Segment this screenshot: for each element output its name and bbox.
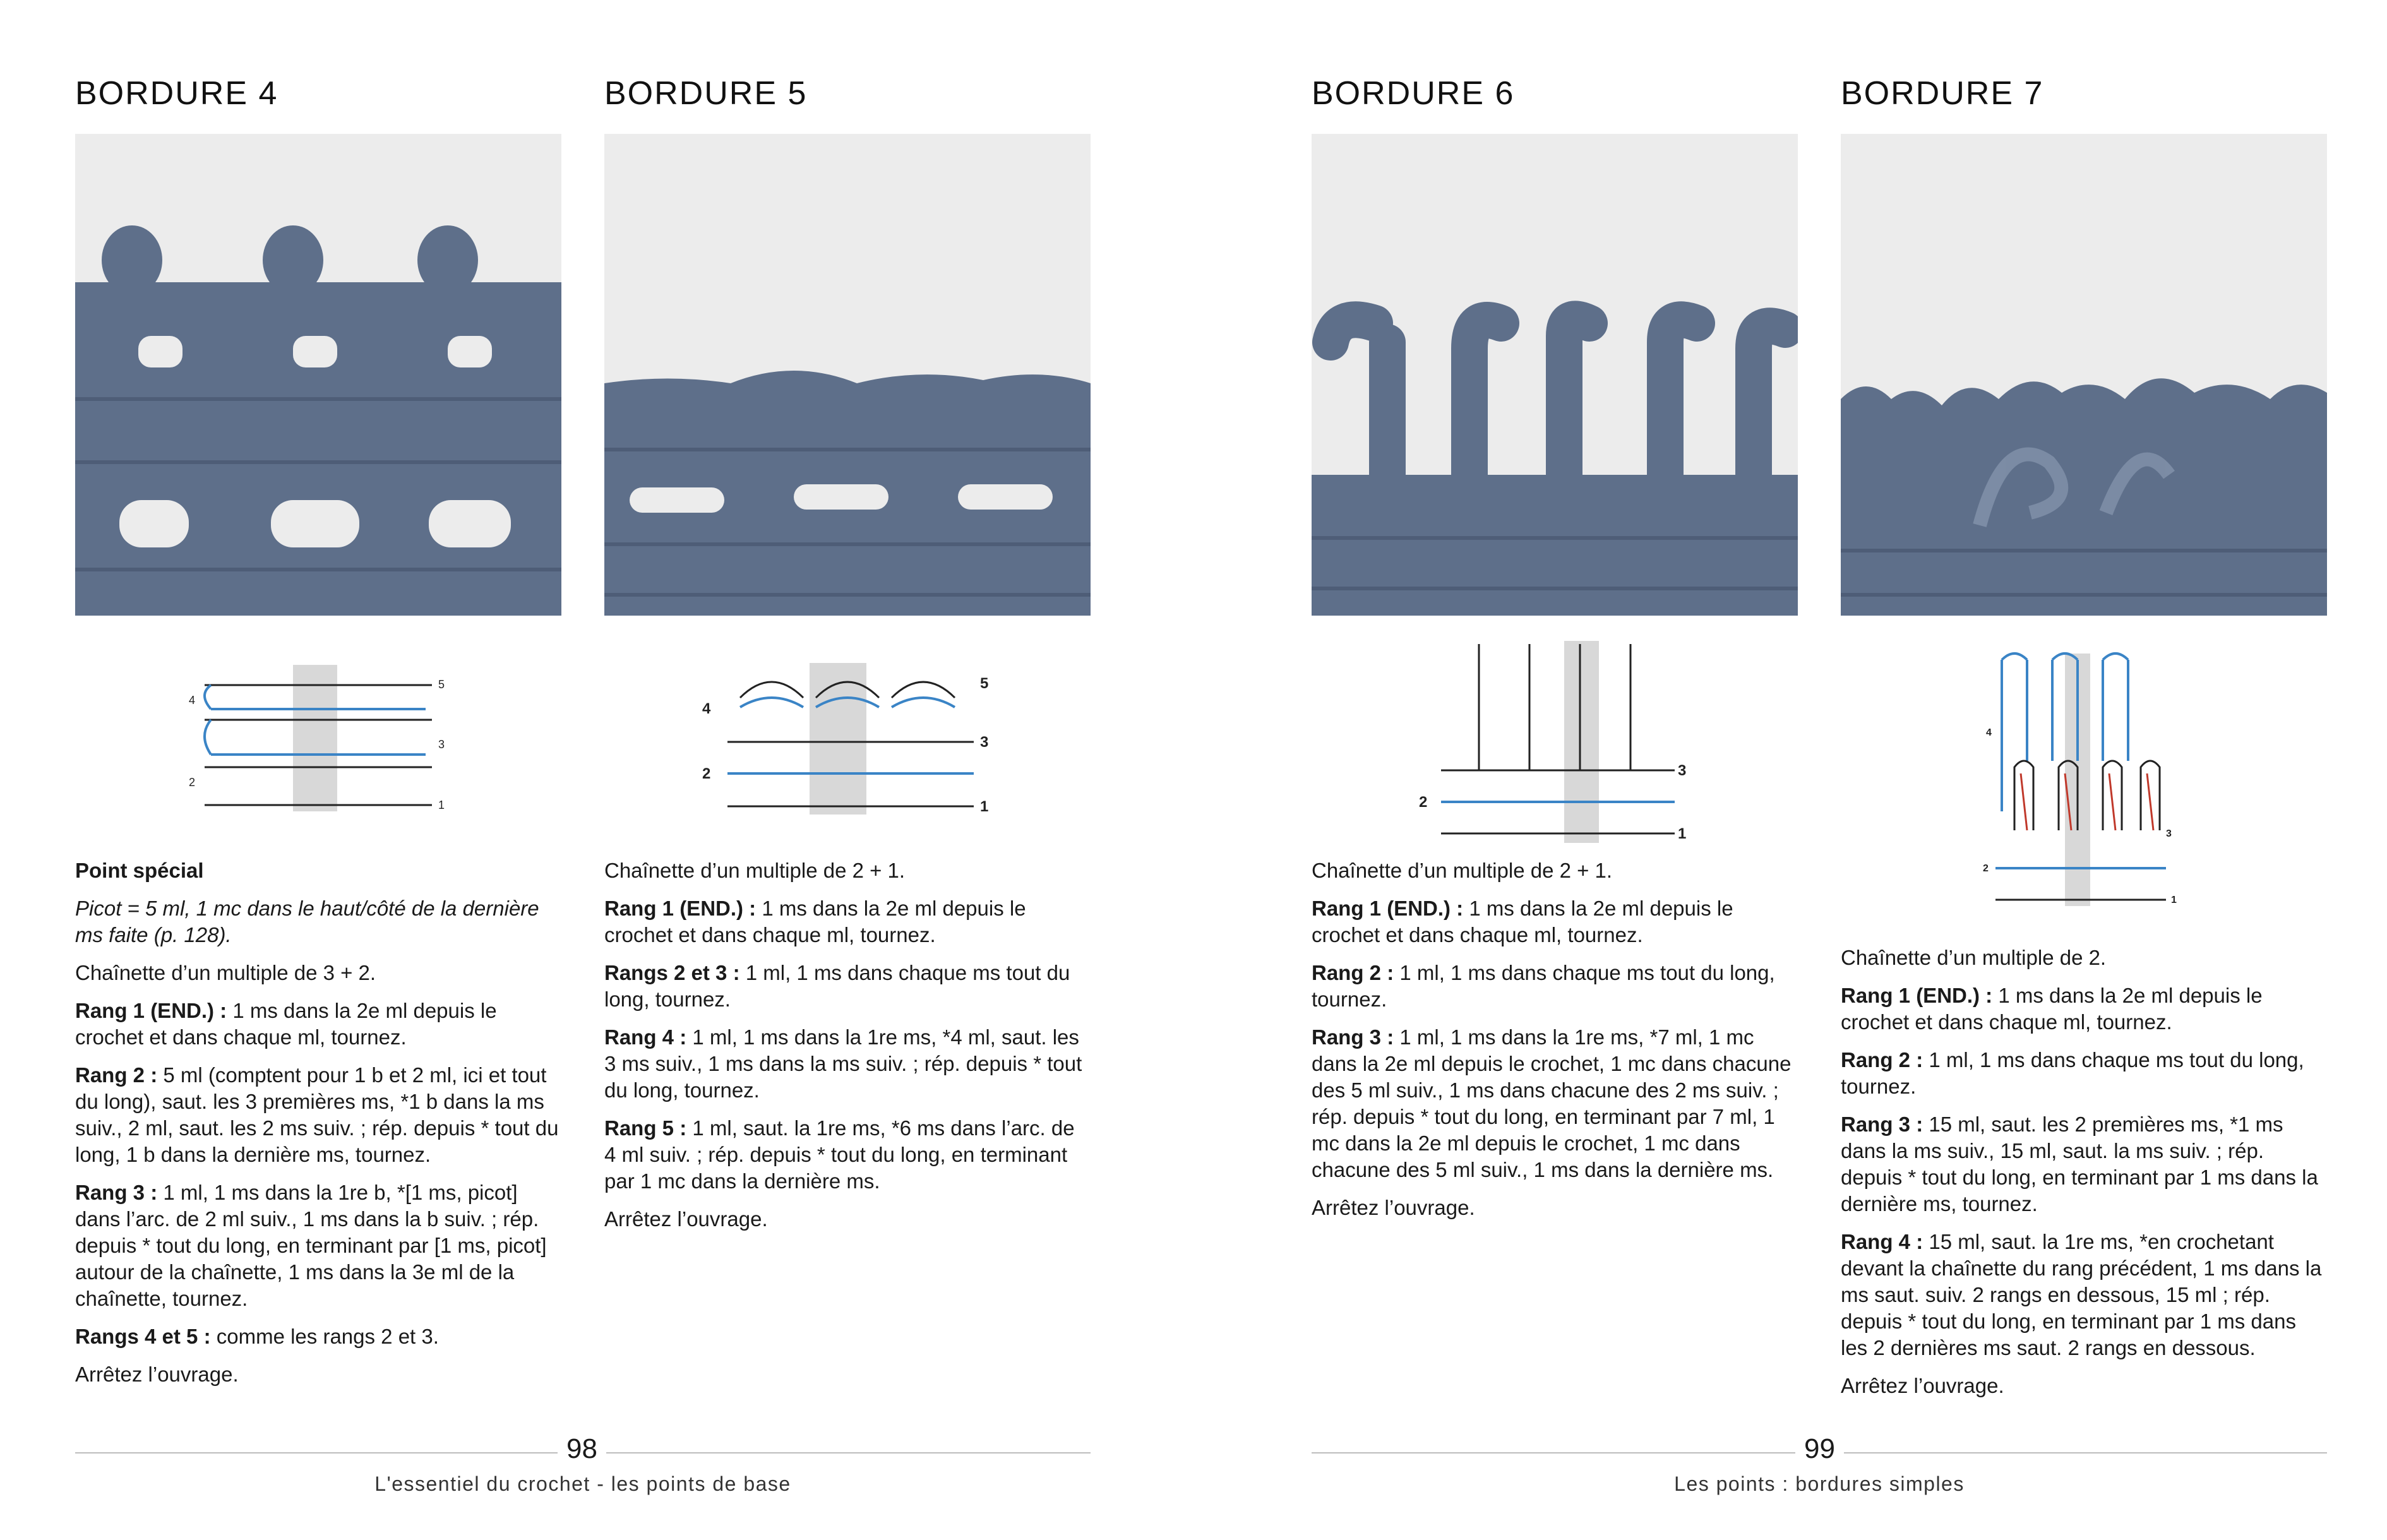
- left-footer-text: L'essentiel du crochet - les points de base: [374, 1472, 791, 1495]
- svg-text:3: 3: [1678, 762, 1687, 779]
- bordure5-photo: [604, 134, 1091, 616]
- row-instruction: Rang 3 : 1 ml, 1 ms dans la 1re ms, *7 ml, 1 mc dans la 2e ml depuis le crochet, 1 mc dans chacune des 5 ml suiv., 1 ms dans chacune des 2 ms suiv. ; rép. depuis * tout du long, en terminant par 7 ml, 1 mc dans la 2e ml depuis le crochet, 1 mc dans chacune des 5 ml suiv., 1 ms dans la dernière ms.: [1312, 1025, 1792, 1181]
- end-instruction: Arrêtez l’ouvrage.: [75, 1363, 239, 1386]
- bordure6-instructions: [1312, 857, 1798, 1233]
- svg-text:5: 5: [438, 678, 445, 691]
- special-stitch-text: Picot = 5 ml, 1 mc dans le haut/côté de la dernière ms faite (p. 128).: [75, 897, 539, 946]
- end-instruction: Arrêtez l’ouvrage.: [604, 1207, 768, 1231]
- svg-text:2: 2: [1419, 794, 1428, 811]
- bordure5-diagram: [604, 660, 1091, 818]
- bordure5-instructions: [604, 857, 1091, 1244]
- row-instruction: Rang 2 : 1 ml, 1 ms dans chaque ms tout du long, tournez.: [1312, 961, 1775, 1011]
- svg-text:3: 3: [2166, 828, 2172, 839]
- right-page-number: 99: [1795, 1433, 1844, 1465]
- svg-text:1: 1: [438, 799, 445, 811]
- row-instruction: Rang 1 (END.) : 1 ms dans la 2e ml depuis le crochet et dans chaque ml, tournez.: [1312, 897, 1733, 946]
- row-instruction: Rang 1 (END.) : 1 ms dans la 2e ml depuis le crochet et dans chaque ml, tournez.: [604, 897, 1026, 946]
- svg-text:4: 4: [1986, 727, 1992, 738]
- bordure4-title: BORDURE 4: [75, 75, 278, 112]
- bordure7-diagram: [1841, 647, 2327, 912]
- row-instruction: Rang 4 : 15 ml, saut. la 1re ms, *en crochetant devant la chaînette du rang précédent, 1 ms dans la ms saut. suiv. 2 rangs en dessous, 15 ml ; rép. depuis * tout du long, en terminant par 1 ms dans les 2 dernières ms saut. 2 rangs en dessous.: [1841, 1230, 2322, 1359]
- bordure7-instructions: [1841, 945, 2327, 1411]
- svg-text:2: 2: [189, 776, 196, 789]
- row-instruction: Rang 3 : 15 ml, saut. les 2 premières ms, *1 ms dans la ms suiv., 15 ml, saut. la ms suiv. ; rép. depuis * tout du long, en terminant par 1 ms dans la dernière ms, tournez.: [1841, 1113, 2318, 1215]
- chain-instruction: Chaînette d’un multiple de 2 + 1.: [604, 859, 906, 882]
- bordure6-title: BORDURE 6: [1312, 75, 1515, 112]
- bordure4-photo: [75, 134, 561, 616]
- svg-text:1: 1: [2171, 895, 2177, 905]
- svg-text:1: 1: [1678, 825, 1687, 842]
- row-instruction: Rang 1 (END.) : 1 ms dans la 2e ml depuis le crochet et dans chaque ml, tournez.: [75, 999, 497, 1049]
- svg-text:3: 3: [980, 734, 989, 751]
- row-instruction: Rangs 4 et 5 : comme les rangs 2 et 3.: [75, 1325, 439, 1348]
- end-instruction: Arrêtez l’ouvrage.: [1312, 1196, 1475, 1219]
- row-instruction: Rangs 2 et 3 : 1 ml, 1 ms dans chaque ms tout du long, tournez.: [604, 961, 1070, 1011]
- bordure7-photo: [1841, 134, 2327, 616]
- row-instruction: Rang 4 : 1 ml, 1 ms dans la 1re ms, *4 ml, saut. les 3 ms suiv., 1 ms dans la ms suiv. ; rép. depuis * tout du long, tournez.: [604, 1025, 1082, 1102]
- svg-text:3: 3: [438, 738, 445, 751]
- bordure4-instructions: [75, 857, 561, 1399]
- svg-text:1: 1: [980, 798, 989, 815]
- special-stitch-heading: Point spécial: [75, 859, 204, 882]
- chain-instruction: Chaînette d’un multiple de 2 + 1.: [1312, 859, 1613, 882]
- left-page-number: 98: [558, 1433, 606, 1465]
- row-instruction: Rang 3 : 1 ml, 1 ms dans la 1re b, *[1 ms, picot] dans l’arc. de 2 ml suiv., 1 ms dans la b suiv. ; rép. depuis * tout du long, en terminant par [1 ms, picot] autour de la chaînette, 1 ms dans la 3e ml de la chaînette, tournez.: [75, 1181, 547, 1310]
- chain-instruction: Chaînette d’un multiple de 2.: [1841, 946, 2107, 969]
- svg-text:4: 4: [189, 694, 196, 707]
- bordure4-diagram: [75, 660, 561, 818]
- bordure7-title: BORDURE 7: [1841, 75, 2044, 112]
- chain-instruction: Chaînette d’un multiple de 3 + 2.: [75, 961, 376, 984]
- right-footer-text: Les points : bordures simples: [1674, 1472, 1965, 1495]
- bordure6-photo: [1312, 134, 1798, 616]
- svg-text:2: 2: [702, 765, 711, 782]
- svg-text:2: 2: [1983, 863, 1989, 874]
- bordure6-diagram: [1312, 638, 1798, 846]
- svg-text:4: 4: [702, 700, 711, 717]
- end-instruction: Arrêtez l’ouvrage.: [1841, 1374, 2004, 1397]
- bordure5-title: BORDURE 5: [604, 75, 808, 112]
- row-instruction: Rang 5 : 1 ml, saut. la 1re ms, *6 ms dans l’arc. de 4 ml suiv. ; rép. depuis * tout du long, en terminant par 1 mc dans la dernière ms.: [604, 1116, 1075, 1193]
- row-instruction: Rang 2 : 1 ml, 1 ms dans chaque ms tout du long, tournez.: [1841, 1048, 2304, 1098]
- row-instruction: Rang 1 (END.) : 1 ms dans la 2e ml depuis le crochet et dans chaque ml, tournez.: [1841, 984, 2263, 1034]
- row-instruction: Rang 2 : 5 ml (comptent pour 1 b et 2 ml, ici et tout du long), saut. les 3 premières ms, *1 b dans la ms suiv., 2 ml, saut. les 2 ms suiv. ; rép. depuis * tout du long, 1 b dans la dernière ms, tournez.: [75, 1063, 559, 1166]
- svg-text:5: 5: [980, 675, 989, 692]
